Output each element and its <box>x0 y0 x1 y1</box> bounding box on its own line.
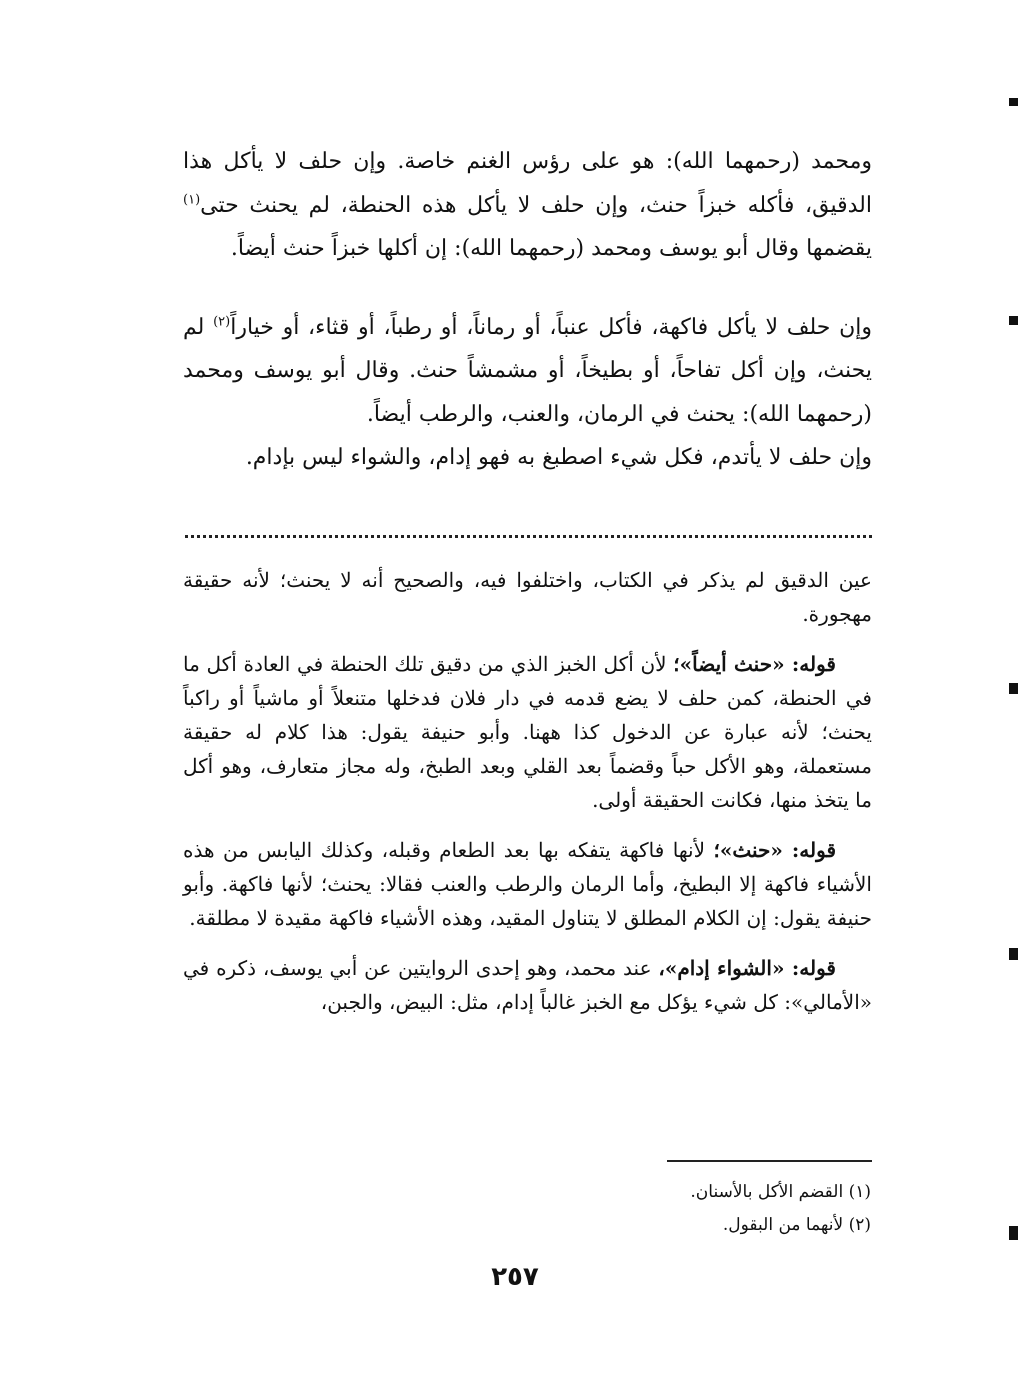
margin-mark <box>1009 683 1018 694</box>
commentary-paragraph-text: عند محمد، وهو إحدى الروايتين عن أبي يوسف، ذكره في «الأمالي»: كل شيء يؤكل مع الخبز غالباً إدام، مثل: البيض، والجبن، <box>183 956 872 1014</box>
commentary-paragraph <box>183 647 872 817</box>
main-paragraph-text: لم يحنث، وإن أكل تفاحاً، أو بطيخاً، أو مشمشاً حنث. وقال أبو يوسف ومحمد (رحمهما الله): يحنث في الرمان، والعنب، والرطب أيضاً. <box>183 314 872 427</box>
main-paragraph-text: يقضمها وقال أبو يوسف ومحمد (رحمهما الله): إن أكلها خبزاً حنث أيضاً. <box>230 236 872 261</box>
commentary-paragraph <box>183 951 872 1019</box>
footnote-marker: (٢) <box>213 314 231 330</box>
main-paragraph-text: وإن حلف لا يأكل فاكهة، فأكل عنباً، أو رماناً، أو رطباً، أو قثاء، أو خياراً <box>230 314 873 340</box>
footnotes <box>471 1176 871 1242</box>
main-paragraph: وإن حلف لا يأتدم، فكل شيء اصطبغ به فهو إدام، والشواء ليس بإدام. <box>245 445 872 470</box>
dotted-separator <box>185 535 872 538</box>
page-number: ٢٥٧ <box>491 1262 539 1292</box>
main-paragraph <box>183 306 872 437</box>
commentary-lead: قوله: «الشواء إدام»، <box>658 956 836 980</box>
commentary-paragraph-text: لأن أكل الخبز الذي من دقيق تلك الحنطة في العادة أكل ما في الحنطة، كمن حلف لا يضع قدمه في دار فلان فدخلها متنعلاً أو ماشياً أو راكباً يحنث؛ لأنه عبارة عن الدخول كذا ههنا. وأبو حنيفة يقول: هذا كلام له حقيقة مستعملة، وهو الأكل حباً وقضماً بعد القلي وبعد الطبخ، وله مجاز متعارف، وهو أكل ما يتخذ منها، فكانت الحقيقة أولى. <box>183 652 872 812</box>
commentary-paragraph-text: لأنها فاكهة يتفكه بها بعد الطعام وقبله، وكذلك اليابس من هذه الأشياء فاكهة إلا البطيخ، وأما الرمان والرطب والعنب فقالا: يحنث؛ لأنها فاكهة. وأبو حنيفة يقول: إن الكلام المطلق لا يتناول المقيد، وهذه الأشياء فاكهة مقيدة لا مطلقة. <box>183 838 872 930</box>
commentary-paragraph: عين الدقيق لم يذكر في الكتاب، واختلفوا فيه، والصحيح أنه لا يحنث؛ لأنه حقيقة مهجورة. <box>183 568 872 626</box>
margin-mark <box>1009 316 1018 325</box>
commentary-lead: قوله: «حنث»؛ <box>713 838 836 862</box>
commentary-text <box>183 563 872 1019</box>
main-paragraph <box>183 140 872 271</box>
main-text <box>183 140 872 480</box>
footnote-rule <box>667 1160 872 1162</box>
margin-mark <box>1009 1226 1018 1240</box>
margin-mark <box>1009 98 1018 106</box>
commentary-lead: قوله: «حنث أيضاً»؛ <box>673 652 836 676</box>
footnote-marker: (١) <box>183 192 201 208</box>
main-paragraph-text: ومحمد (رحمهما الله): هو على رؤس الغنم خاصة. وإن حلف لا يأكل هذا الدقيق، فأكله خبزاً حنث، وإن حلف لا يأكل هذه الحنطة، لم يحنث حتى <box>183 149 872 218</box>
margin-mark <box>1009 948 1018 960</box>
commentary-paragraph <box>183 833 872 935</box>
footnote: (١) القضم الأكل بالأسنان. <box>690 1182 871 1202</box>
footnote: (٢) لأنهما من البقول. <box>722 1215 871 1235</box>
